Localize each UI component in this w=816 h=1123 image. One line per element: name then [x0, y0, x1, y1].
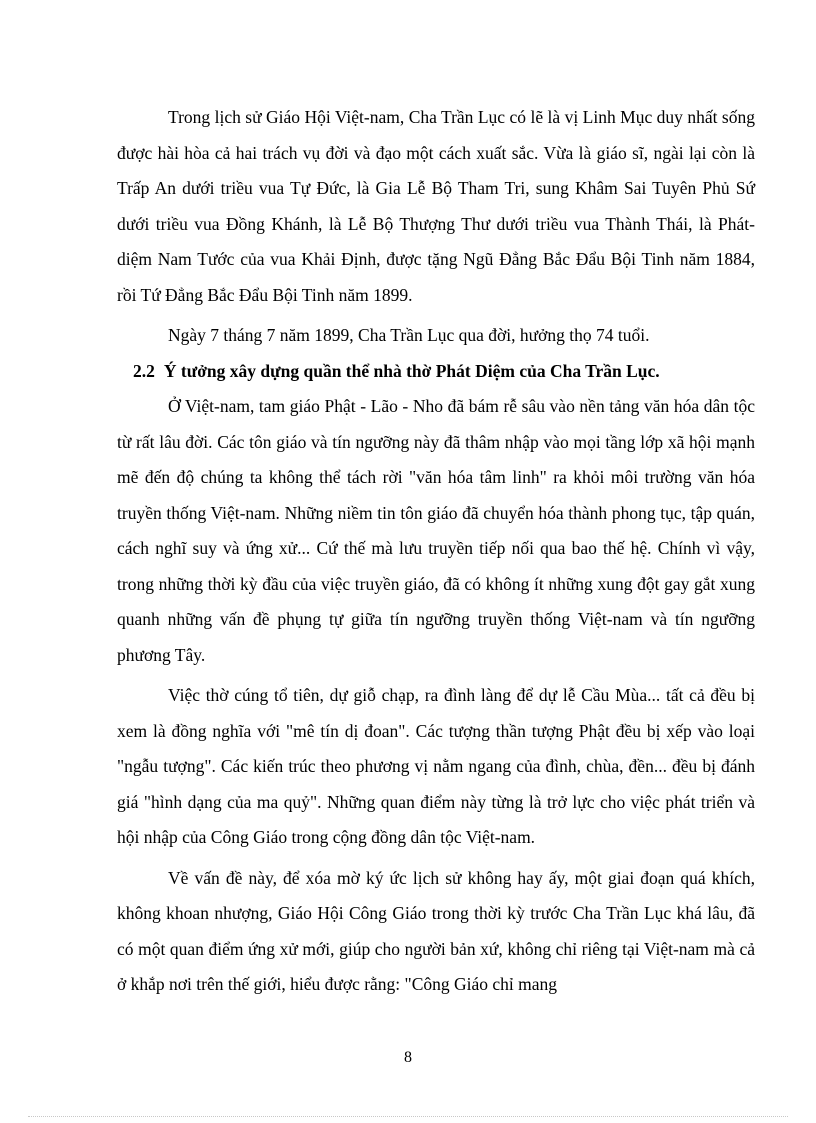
section-heading [117, 354, 755, 390]
paragraph-tran-luc-biography: Trong lịch sử Giáo Hội Việt-nam, Cha Trần Lục có lẽ là vị Linh Mục duy nhất sống được hài hòa cả hai trách vụ đời và đạo một cách xuất sắc. Vừa là giáo sĩ, ngài lại còn là Trấp An dưới triều vua Tự Đức, là Gia Lễ Bộ Tham Tri, sung Khâm Sai Tuyên Phủ Sứ dưới triều vua Đồng Khánh, là Lễ Bộ Thượng Thư dưới triều vua Thành Thái, là Phát-diệm Nam Tước của vua Khải Định, được tặng Ngũ Đẳng Bắc Đẩu Bội Tinh năm 1884, rồi Tứ Đẳng Bắc Đẩu Bội Tinh năm 1899. [117, 107, 755, 305]
paragraph-ancestor-worship: Việc thờ cúng tổ tiên, dự giỗ chạp, ra đình làng để dự lễ Cầu Mùa... tất cả đều bị xem là đồng nghĩa với "mê tín dị đoan". Các tượng thần tượng Phật đều bị xếp vào loại "ngẫu tượng". Các kiến trúc theo phương vị nằm ngang của đình, chùa, đền... đều bị đánh giá "hình dạng của ma quỷ". Những quan điểm này từng là trở lực cho việc phát triển và hội nhập của Công Giáo trong cộng đồng dân tộc Việt-nam. [117, 685, 755, 847]
section-number: 2.2 [133, 360, 155, 381]
page-number: 8 [404, 1049, 412, 1066]
page-bottom-rule [28, 1116, 788, 1117]
document-body [117, 100, 755, 1003]
paragraph-three-religions: Ở Việt-nam, tam giáo Phật - Lão - Nho đã bám rễ sâu vào nền tảng văn hóa dân tộc từ rất lâu đời. Các tôn giáo và tín ngưỡng này đã thâm nhập vào mọi tầng lớp xã hội mạnh mẽ đến độ chúng ta không thể tách rời "văn hóa tâm linh" ra khỏi môi trường văn hóa truyền thống Việt-nam. Những niềm tin tôn giáo đã chuyển hóa thành phong tục, tập quán, cách nghĩ suy và ứng xử... Cứ thế mà lưu truyền tiếp nối qua bao thế hệ. Chính vì vậy, trong những thời kỳ đầu của việc truyền giáo, đã có không ít những xung đột gay gắt xung quanh những vấn đề phụng tự giữa tín ngưỡng truyền thống Việt-nam và tín ngưỡng phương Tây. [117, 396, 755, 665]
paragraph-death-date: Ngày 7 tháng 7 năm 1899, Cha Trần Lục qua đời, hưởng thọ 74 tuổi. [168, 325, 650, 345]
section-title: Ý tưởng xây dựng quần thể nhà thờ Phát Diệm của Cha Trần Lục. [163, 360, 660, 381]
paragraph-church-viewpoint: Về vấn đề này, để xóa mờ ký ức lịch sử không hay ấy, một giai đoạn quá khích, không khoan nhượng, Giáo Hội Công Giáo trong thời kỳ trước Cha Trần Lục khá lâu, đã có một quan điểm ứng xử mới, giúp cho người bản xứ, không chỉ riêng tại Việt-nam mà cả ở khắp nơi trên thế giới, hiểu được rằng: "Công Giáo chỉ mang [117, 867, 755, 994]
